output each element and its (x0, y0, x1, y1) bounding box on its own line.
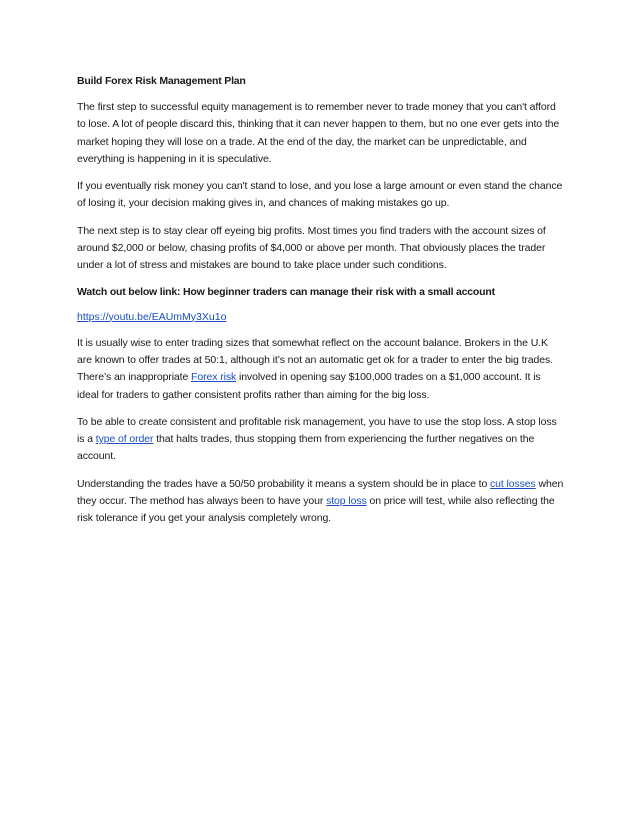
paragraph-stop-loss-text-b: that halts trades, thus stopping them from experiencing the further negatives on the account. (77, 433, 535, 463)
paragraph-trading-sizes (77, 335, 565, 404)
paragraph-stop-loss (77, 414, 565, 466)
type-of-order-link[interactable]: type of order (95, 433, 154, 446)
paragraph-trading-sizes-text-a: It is usually wise to enter trading sizes that somewhat reflect on the account balance. Brokers in the U.K are known to offer trades at 50:1, although it’s not an automatic get ok for a trader to enter the big trades. There’s an inappropriate (77, 336, 553, 384)
video-link-paragraph (77, 310, 565, 325)
paragraph-big-profits: The next step is to stay clear off eyeing big profits. Most times you find traders with the account sizes of around $2,000 or below, chasing profits of $4,000 or above per month. That obviously places the trader under a lot of stress and mistakes are bound to take place under such conditions. (77, 224, 546, 272)
paragraph-equity-management: The first step to successful equity management is to remember never to trade money that you can't afford to lose. A lot of people discard this, thinking that it can never happen to them, but no one ever gets into the market hoping they will lose on a trade. At the end of the day, the market can be unpredictable, and everything is happening in it is speculative. (77, 101, 560, 165)
document-title: Build Forex Risk Management Plan (77, 75, 246, 87)
document-page (77, 74, 565, 538)
forex-risk-link[interactable]: Forex risk (191, 371, 237, 384)
stop-loss-link[interactable]: stop loss (326, 495, 367, 508)
paragraph-probability-text-c: on price will test, while also reflecting the risk tolerance if you get your analysis completely wrong. (77, 495, 555, 525)
paragraph-trading-sizes-text-b: involved in opening say $100,000 trades on a $1,000 account. It is ideal for traders to gather consistent profits rather than aiming for the big loss. (77, 371, 541, 401)
paragraph-risk-money: If you eventually risk money you can't stand to lose, and you lose a large amount or even stand the chance of losing it, your decision making gives in, and chances of making mistakes go up. (77, 180, 563, 210)
watch-heading: Watch out below link: How beginner traders can manage their risk with a small account (77, 285, 495, 298)
paragraph-probability (77, 476, 565, 528)
cut-losses-link[interactable]: cut losses (490, 477, 536, 490)
paragraph-probability-text-a: Understanding the trades have a 50/50 probability it means a system should be in place to (77, 477, 491, 490)
paragraph-stop-loss-text-a: To be able to create consistent and profitable risk management, you have to use the stop loss. A stop loss is a (77, 415, 557, 446)
video-link[interactable]: https://youtu.be/EAUmMy3Xu1o (77, 310, 227, 323)
paragraph-probability-text-b: when they occur. The method has always been to have your (77, 477, 564, 508)
